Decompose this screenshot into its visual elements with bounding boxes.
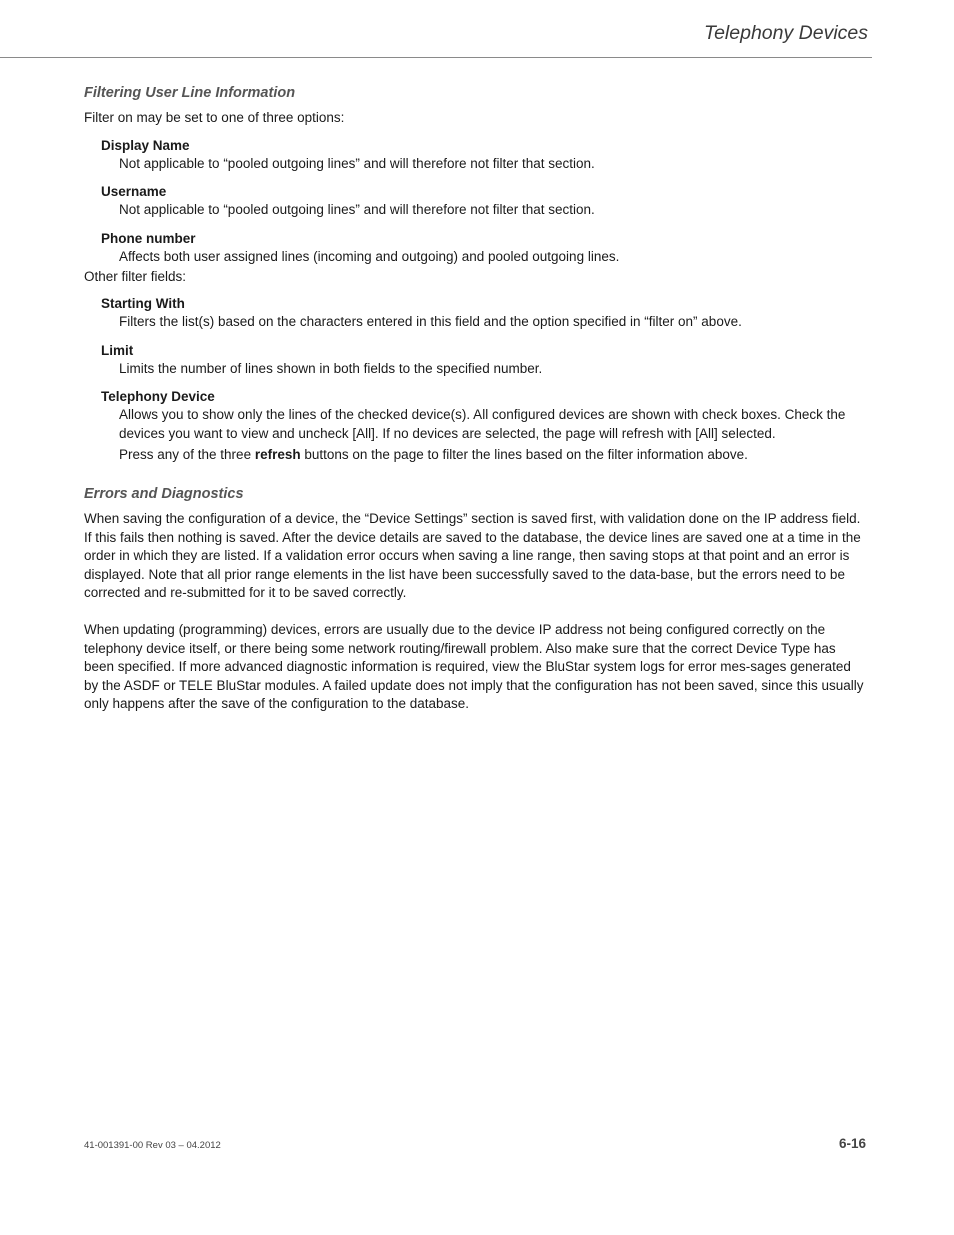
- term-label: Display Name: [101, 137, 190, 153]
- filter-field-limit: [84, 341, 868, 379]
- refresh-keyword: refresh: [254, 447, 301, 463]
- errors-paragraph-2: When updating (programming) devices, errors are usually due to the device IP address not being configured correctly on the telephony device itself, or there being some network routing/firewall problem. Also make sure that the correct Device Type has been specified. If more advanced diagnostic information is required, view the BluStar system logs for error mes-sages generated by the ASDF or TELE BluStar modules. A failed update does not imply that the configuration has not been saved, since this usually only happens after the save of the configuration to the database.: [84, 621, 864, 712]
- term-description: Filters the list(s) based on the characters entered in this field and the option specified in “filter on” above.: [119, 313, 742, 329]
- filter-field-starting-with: [84, 294, 868, 332]
- footer-page-number: 6-16: [838, 1136, 866, 1151]
- errors-paragraph-1: When saving the configuration of a device, the “Device Settings” section is saved first, with validation done on the IP address field. If this fails then nothing is saved. After the device details are saved to the database, the device lines are saved one at a time in the order in which they are listed. If a validation error occurs when saving a line range, then saving stops at that point and an error is displayed. Note that all prior range elements in the list have been successfully saved to the data-base, but the errors need to be corrected and re-submitted for it to be saved correctly.: [84, 510, 861, 601]
- term-description: Allows you to show only the lines of the checked device(s). All configured devices are shown with check boxes. Check the devices you want to view and uncheck [All]. If no devices are selected, the page will refresh with [All] selected.: [119, 407, 846, 441]
- filter-option-display-name: [84, 136, 868, 174]
- term-description: Limits the number of lines shown in both fields to the specified number.: [119, 360, 543, 376]
- page-content: [84, 82, 868, 714]
- term-description: Not applicable to “pooled outgoing lines” and will therefore not filter that section.: [119, 202, 595, 218]
- term-label: Limit: [101, 342, 134, 358]
- other-filter-fields-label: Other filter fields:: [84, 269, 187, 285]
- section-heading-errors: Errors and Diagnostics: [84, 485, 244, 502]
- refresh-note-pre: Press any of the three: [119, 447, 255, 463]
- term-label: Phone number: [101, 230, 196, 246]
- header-rule: [0, 57, 872, 58]
- term-description: Affects both user assigned lines (incoming and outgoing) and pooled outgoing lines.: [119, 248, 620, 264]
- refresh-note-post: buttons on the page to filter the lines based on the filter information above.: [300, 447, 748, 463]
- filter-option-username: [84, 182, 868, 220]
- refresh-note: [101, 446, 868, 465]
- footer-document-id: 41-001391-00 Rev 03 – 04.2012: [84, 1140, 221, 1151]
- term-label: Starting With: [101, 295, 185, 311]
- filter-field-telephony-device: [84, 387, 868, 465]
- section-heading-filtering: Filtering User Line Information: [84, 85, 296, 101]
- filter-intro: Filter on may be set to one of three options:: [84, 110, 345, 125]
- term-description: Not applicable to “pooled outgoing lines” and will therefore not filter that section.: [119, 155, 595, 171]
- running-header-title: Telephony Devices: [703, 22, 868, 44]
- term-label: Username: [101, 184, 167, 200]
- term-label: Telephony Device: [101, 389, 215, 405]
- filter-option-phone-number: [84, 229, 868, 267]
